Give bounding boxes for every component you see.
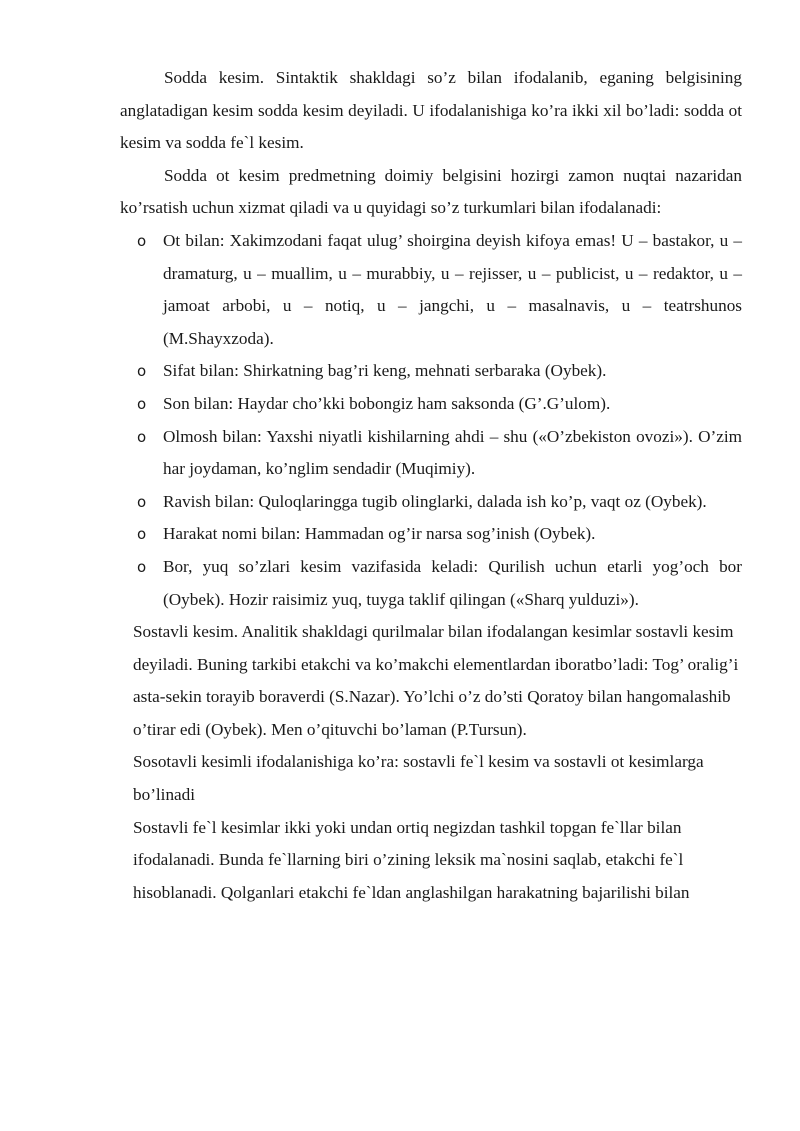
list-item	[137, 388, 742, 421]
list-item-text: Bor, yuq so’zlari kesim vazifasida keladi: Qurilish uchun etarli yog’och bor (Oybek). Hozir raisimiz yuq, tuyga taklif qilingan («Sharq yulduzi»).	[163, 556, 742, 609]
circle-bullet-icon: o	[137, 525, 147, 544]
circle-bullet-icon: o	[137, 362, 147, 381]
circle-bullet-icon: o	[137, 394, 147, 413]
list-item	[137, 551, 742, 616]
list-item-text: Ravish bilan: Quloqlaringga tugib olinglarki, dalada ish ko’p, vaqt oz (Oybek).	[163, 491, 707, 511]
list-item	[137, 355, 742, 388]
list-item-text: Son bilan: Haydar cho’kki bobongiz ham saksonda (G’.G’ulom).	[163, 393, 611, 413]
circle-bullet-icon: o	[137, 427, 147, 446]
list-item-text: Ot bilan: Xakimzodani faqat ulug’ shoirgina deyish kifoya emas! U – bastakor, u – dramaturg, u – muallim, u – murabbiy, u – rejisser, u – publicist, u – redaktor, u – jamoat arbobi, u – notiq, u – jangchi, u – masalnavis, u – teatrshunos (M.Shayxzoda).	[163, 230, 742, 348]
list-item	[137, 225, 742, 355]
paragraph-sostavli-kesim: Sostavli kesim. Analitik shakldagi qurilmalar bilan ifodalangan kesimlar sostavli kesim deyiladi. Buning tarkibi etakchi va ko’makchi elementlardan iboratbo’ladi: Tog’ oralig’i asta-sekin torayib boraverdi (S.Nazar). Yo’lchi o’z do’sti Qoratoy bilan hangomalashib o’tirar edi (Oybek). Men o’qituvchi bo’laman (P.Tursun).	[133, 622, 739, 739]
circle-bullet-icon: o	[137, 492, 147, 511]
list-item	[137, 486, 742, 519]
list-item-text: Harakat nomi bilan: Hammadan og’ir narsa sog’inish (Oybek).	[163, 524, 596, 544]
list-item-text: Sifat bilan: Shirkatning bag’ri keng, mehnati serbaraka (Oybek).	[163, 361, 607, 381]
circle-bullet-icon: o	[137, 557, 147, 576]
list-item	[137, 421, 742, 486]
circle-bullet-icon: o	[137, 231, 147, 250]
paragraph-sodda-kesim: Sodda kesim. Sintaktik shakldagi so’z bilan ifodalanib, eganing belgisining anglatadigan kesim sodda kesim deyiladi. U ifodalanishiga ko’ra ikki xil bo’ladi: sodda ot kesim va sodda fe`l kesim.	[120, 68, 742, 153]
list-item	[137, 518, 742, 551]
bullet-list	[120, 225, 742, 616]
paragraph-sostavli-turlari: Sosotavli kesimli ifodalanishiga ko’ra: sostavli fe`l kesim va sostavli ot kesimlarga bo’linadi	[133, 752, 704, 805]
paragraph-sodda-ot-kesim: Sodda ot kesim predmetning doimiy belgisini hozirgi zamon nuqtai nazaridan ko’rsatish uchun xizmat qiladi va u quyidagi so’z turkumlari bilan ifodalanadi:	[120, 165, 742, 218]
paragraph-sostavli-fel-kesim: Sostavli fe`l kesimlar ikki yoki undan ortiq negizdan tashkil topgan fe`llar bilan ifodalanadi. Bunda fe`llarning biri o’zining leksik ma`nosini saqlab, etakchi fe`l hisoblanadi. Qolganlari etakchi fe`ldan anglashilgan harakatning bajarilishi bilan	[133, 817, 690, 902]
list-item-text: Olmosh bilan: Yaxshi niyatli kishilarning ahdi – shu («O’zbekiston ovozi»). O’zim har joydaman, ko’nglim sendadir (Muqimiy).	[163, 426, 742, 479]
